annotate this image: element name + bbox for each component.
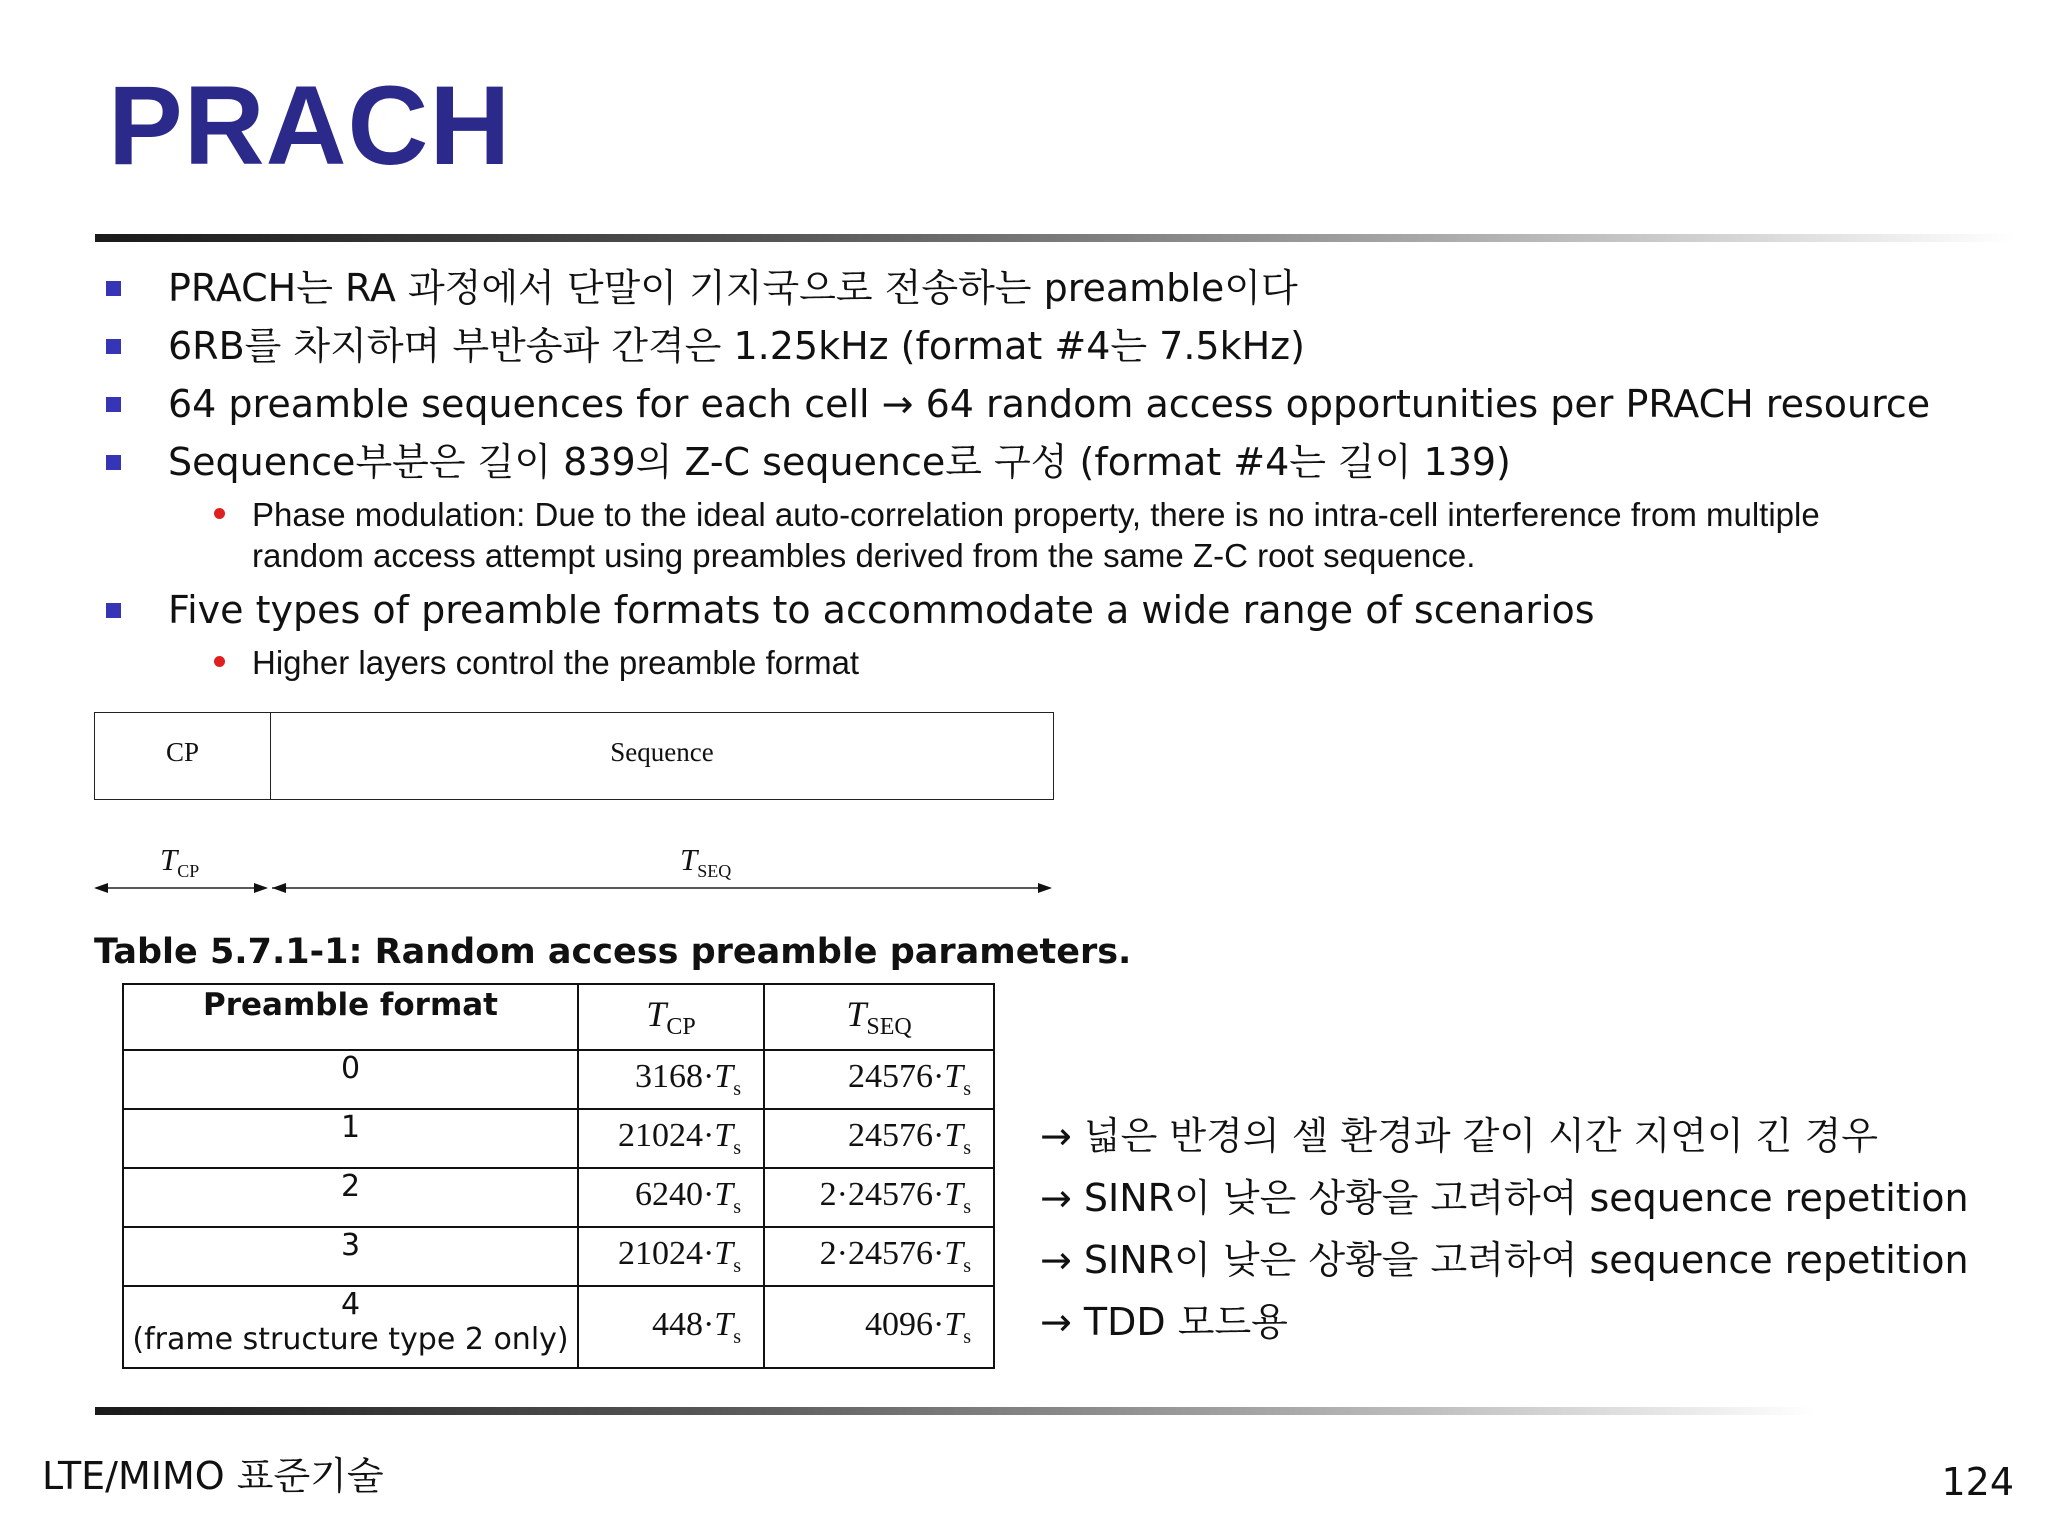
ts-subscript: s [733,1195,741,1218]
arrow-left-icon [272,883,286,893]
table-header-row [123,984,994,1050]
bullet-item [168,325,1305,369]
dot-bullet-icon [214,508,225,519]
ts-symbol: T [944,1058,964,1096]
table-row [123,1109,994,1168]
format-cell: 0 [123,1050,578,1109]
dimension-arrows [90,876,1060,900]
ts-subscript: s [733,1077,741,1100]
t-cp-cell [578,1227,764,1286]
page-number: 124 [1941,1460,2014,1504]
bullet-item [168,383,1930,427]
t-seq-subscript: SEQ [866,1014,912,1041]
format-note: (frame structure type 2 only) [132,1322,569,1357]
bullet-text: PRACH는 RA 과정에서 단말이 기지국으로 전송하는 preamble이다 [168,266,1298,310]
sub-bullet-item [252,494,1912,576]
cp-block [95,713,271,799]
header-preamble-format: Preamble format [123,984,578,1050]
ts-symbol: T [714,1117,734,1155]
bullet-text: 64 preamble sequences for each cell → 64 random access opportunities per PRACH resource [168,382,1931,426]
note-format-1: → 넓은 반경의 셀 환경과 같이 시간 지연이 긴 경우 [1040,1114,1879,1158]
t-seq-symbol: T [680,842,698,877]
t-seq-symbol: T [846,993,867,1034]
bullet-text: Sequence부분은 길이 839의 Z-C sequence로 구성 (format #4는 길이 139) [168,440,1511,484]
slide-title: PRACH [108,63,512,188]
table-caption: Table 5.7.1-1: Random access preamble parameters. [94,932,1132,972]
ts-symbol: T [944,1117,964,1155]
ts-subscript: s [733,1254,741,1277]
t-cp-value: 21024· [617,1117,715,1155]
note-format-2: → SINR이 낮은 상황을 고려하여 sequence repetition [1040,1176,1969,1220]
t-cp-subscript: CP [666,1014,696,1041]
t-seq-cell [764,1227,994,1286]
t-seq-cell [764,1168,994,1227]
t-cp-cell [578,1109,764,1168]
bullet-item [168,441,1511,485]
note-format-3: → SINR이 낮은 상황을 고려하여 sequence repetition [1040,1238,1969,1282]
t-cp-value: 3168· [634,1058,715,1096]
preamble-structure-diagram [94,712,1054,800]
arrow-right-icon [1038,883,1052,893]
ts-subscript: s [963,1254,971,1277]
cp-label: CP [165,736,200,767]
dot-bullet-icon [214,656,225,667]
title-divider [95,234,2015,242]
t-cp-cell [578,1286,764,1368]
t-cp-value: 21024· [617,1235,715,1273]
t-cp-value: 448· [651,1305,715,1343]
sub-bullet-text: Phase modulation: Due to the ideal auto-correlation property, there is no intra-cell interference from multiple random access attempt using preambles derived from the same Z-C root sequence. [252,496,1820,574]
bullet-item [168,589,1595,633]
ts-symbol: T [944,1305,964,1343]
arrow-right-icon [254,883,268,893]
t-seq-cell [764,1109,994,1168]
arrow-left-icon [94,883,108,893]
sequence-label: Sequence [610,736,714,767]
format-cell: 1 [123,1109,578,1168]
preamble-parameters-table [122,983,995,1369]
ts-subscript: s [963,1136,971,1159]
ts-subscript: s [963,1077,971,1100]
sub-bullet-text: Higher layers control the preamble format [252,644,860,681]
footer-divider [95,1407,1815,1415]
header-t-seq [764,984,994,1050]
t-seq-value: 4096· [864,1305,945,1343]
ts-subscript: s [963,1195,971,1218]
table-row [123,1227,994,1286]
t-seq-value: 24576· [847,1058,945,1096]
t-cp-symbol: T [160,842,178,877]
t-seq-subscript: SEQ [697,861,732,882]
header-t-cp [578,984,764,1050]
ts-subscript: s [733,1325,741,1348]
ts-symbol: T [944,1176,964,1214]
t-seq-value: 2·24576· [819,1235,945,1273]
footer-text: LTE/MIMO 표준기술 [42,1454,384,1498]
t-seq-cell [764,1286,994,1368]
t-cp-cell [578,1168,764,1227]
bullet-item [168,267,1298,311]
ts-symbol: T [714,1176,734,1214]
sub-bullet-item [252,642,1912,683]
bullet-text: Five types of preamble formats to accommodate a wide range of scenarios [168,588,1595,632]
t-seq-cell [764,1050,994,1109]
format-cell [123,1286,578,1368]
t-seq-value: 2·24576· [819,1176,945,1214]
format-cell: 3 [123,1227,578,1286]
format-cell: 2 [123,1168,578,1227]
square-bullet-icon [106,455,121,470]
sequence-block [271,713,1053,799]
square-bullet-icon [106,339,121,354]
square-bullet-icon [106,603,121,618]
table-row [123,1286,994,1368]
t-cp-value: 6240· [634,1176,715,1214]
ts-symbol: T [714,1235,734,1273]
square-bullet-icon [106,281,121,296]
table-row [123,1050,994,1109]
ts-symbol: T [714,1058,734,1096]
ts-subscript: s [963,1325,971,1348]
ts-symbol: T [714,1305,734,1343]
format-value: 4 [340,1287,361,1322]
t-cp-subscript: CP [177,861,200,882]
format-notes [1040,1105,1969,1353]
bullet-text: 6RB를 차지하며 부반송파 간격은 1.25kHz (format #4는 7.5kHz) [168,324,1305,368]
square-bullet-icon [106,397,121,412]
t-cp-symbol: T [646,993,667,1034]
t-seq-value: 24576· [847,1117,945,1155]
t-cp-cell [578,1050,764,1109]
note-format-4: → TDD 모드용 [1040,1300,1288,1344]
ts-symbol: T [944,1235,964,1273]
table-row [123,1168,994,1227]
ts-subscript: s [733,1136,741,1159]
